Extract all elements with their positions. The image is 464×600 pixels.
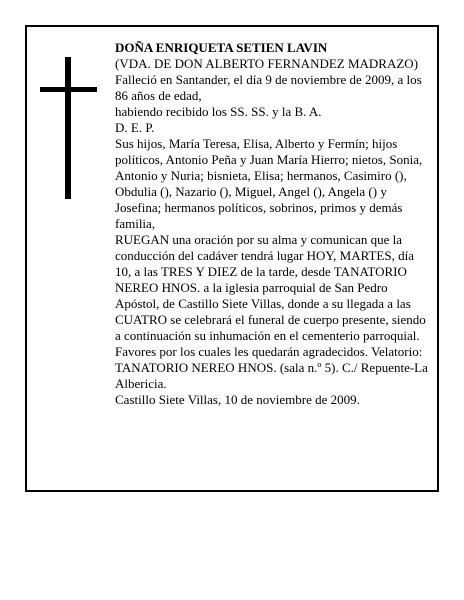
sacraments-line: habiendo recibido los SS. SS. y la B. A. <box>115 104 322 119</box>
family-list: Sus hijos, María Teresa, Elisa, Alberto y Fermín; hijos políticos, Antonio Peña y Juan María Hierro; nietos, Sonia, Antonio y Nuria; bisnieta, Elisa; hermanos, Casimiro (), Obdulia (), Nazario (), Miguel, Angel (), Angela () y Josefina; hermanos políticos, sobrinos, primos y demás familia, <box>115 136 423 231</box>
cross-vertical-bar <box>65 57 71 199</box>
death-statement: Falleció en Santander, el día 9 de noviembre de 2009, a los 86 años de edad, <box>115 72 422 103</box>
widow-of: (VDA. DE DON ALBERTO FERNANDEZ MADRAZO) <box>115 56 419 71</box>
cross-horizontal-bar <box>40 87 97 92</box>
deceased-name: DOÑA ENRIQUETA SETIEN LAVIN <box>115 40 328 55</box>
obituary-notice <box>25 25 439 492</box>
funeral-request: RUEGAN una oración por su alma y comunican que la conducción del cadáver tendrá lugar HOY, MARTES, día 10, a las TRES Y DIEZ de la tarde, desde TANATORIO NEREO HNOS. a la iglesia parroquial de San Pedro Apóstol, de Castillo Siete Villas, donde a su llegada a las CUATRO se celebrará el funeral de cuerpo presente, siendo a continuación su inhumación en el cementerio parroquial. Favores por los cuales les quedarán agradecidos. Velatorio: TANATORIO NEREO HNOS. (sala n.º 5). C./ Repuente-La Albericia. <box>115 232 428 391</box>
cross-icon <box>40 57 97 199</box>
place-date: Castillo Siete Villas, 10 de noviembre de 2009. <box>115 392 360 407</box>
notice-body <box>115 40 431 408</box>
rip-line: D. E. P. <box>115 120 155 135</box>
